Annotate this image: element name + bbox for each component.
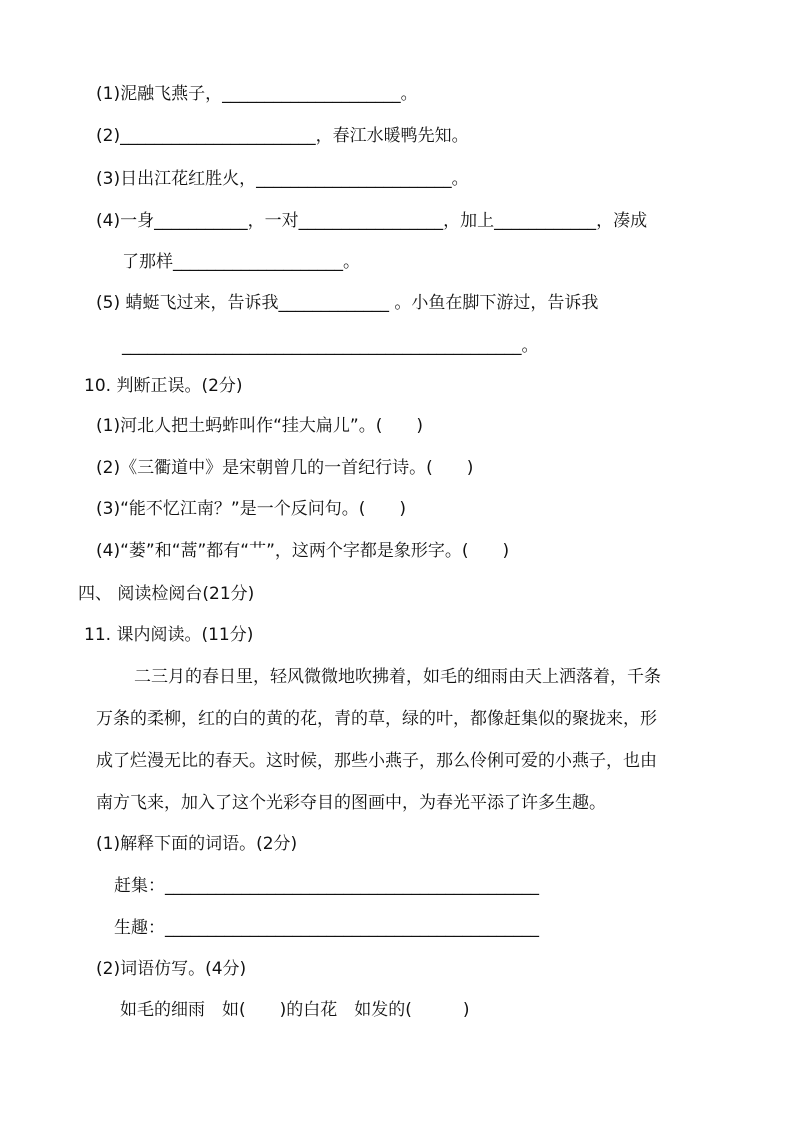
fill-blank-5: (5) 蜻蜓飞过来，告诉我_____________ 。小鱼在脚下游过，告诉我 (96, 293, 599, 313)
judge-item-1: (1)河北人把土蚂蚱叫作“挂大扁儿”。( ) (96, 416, 423, 436)
question-11-title: 11. 课内阅读。(11分) (84, 625, 254, 645)
passage-line-1: 二三月的春日里，轻风微微地吹拂着，如毛的细雨由天上洒落着，千条 (134, 667, 661, 687)
sub-question-1: (1)解释下面的词语。(2分) (96, 834, 298, 854)
judge-item-3: (3)“能不忆江南？”是一个反问句。( ) (96, 499, 406, 519)
fill-blank-3: (3)日出江花红胜火，_______________________。 (96, 169, 469, 189)
fill-blank-2: (2)_______________________，春江水暖鸭先知。 (96, 126, 469, 146)
fill-blank-1: (1)泥融飞燕子，_____________________。 (96, 84, 418, 104)
imitation-line: 如毛的细雨 如( )的白花 如发的( ) (120, 1000, 470, 1020)
fill-blank-4-continued: 了那样____________________。 (122, 252, 360, 272)
passage-line-2: 万条的柔柳，红的白的黄的花，青的草，绿的叶，都像赶集似的聚拢来，形 (96, 709, 657, 729)
word-explain-2: 生趣：____________________________________________ (114, 918, 539, 938)
judge-item-2: (2)《三衢道中》是宋朝曾几的一首纪行诗。( ) (96, 458, 474, 478)
fill-blank-4: (4)一身___________，一对_________________，加上____________，凑成 (96, 211, 648, 231)
sub-question-2: (2)词语仿写。(4分) (96, 959, 247, 979)
passage-line-4: 南方飞来，加入了这个光彩夺目的图画中，为春光平添了许多生趣。 (96, 793, 606, 813)
passage-line-3: 成了烂漫无比的春天。这时候，那些小燕子，那么伶俐可爱的小燕子，也由 (96, 751, 657, 771)
word-explain-1: 赶集：____________________________________________ (114, 876, 539, 896)
question-10-title: 10. 判断正误。(2分) (84, 376, 243, 396)
section-4-title: 四、 阅读检阅台(21分) (78, 584, 255, 604)
judge-item-4: (4)“蒌”和“蒿”都有“艹”，这两个字都是象形字。( ) (96, 541, 510, 561)
fill-blank-5-continued: _______________________________________________。 (122, 336, 539, 356)
